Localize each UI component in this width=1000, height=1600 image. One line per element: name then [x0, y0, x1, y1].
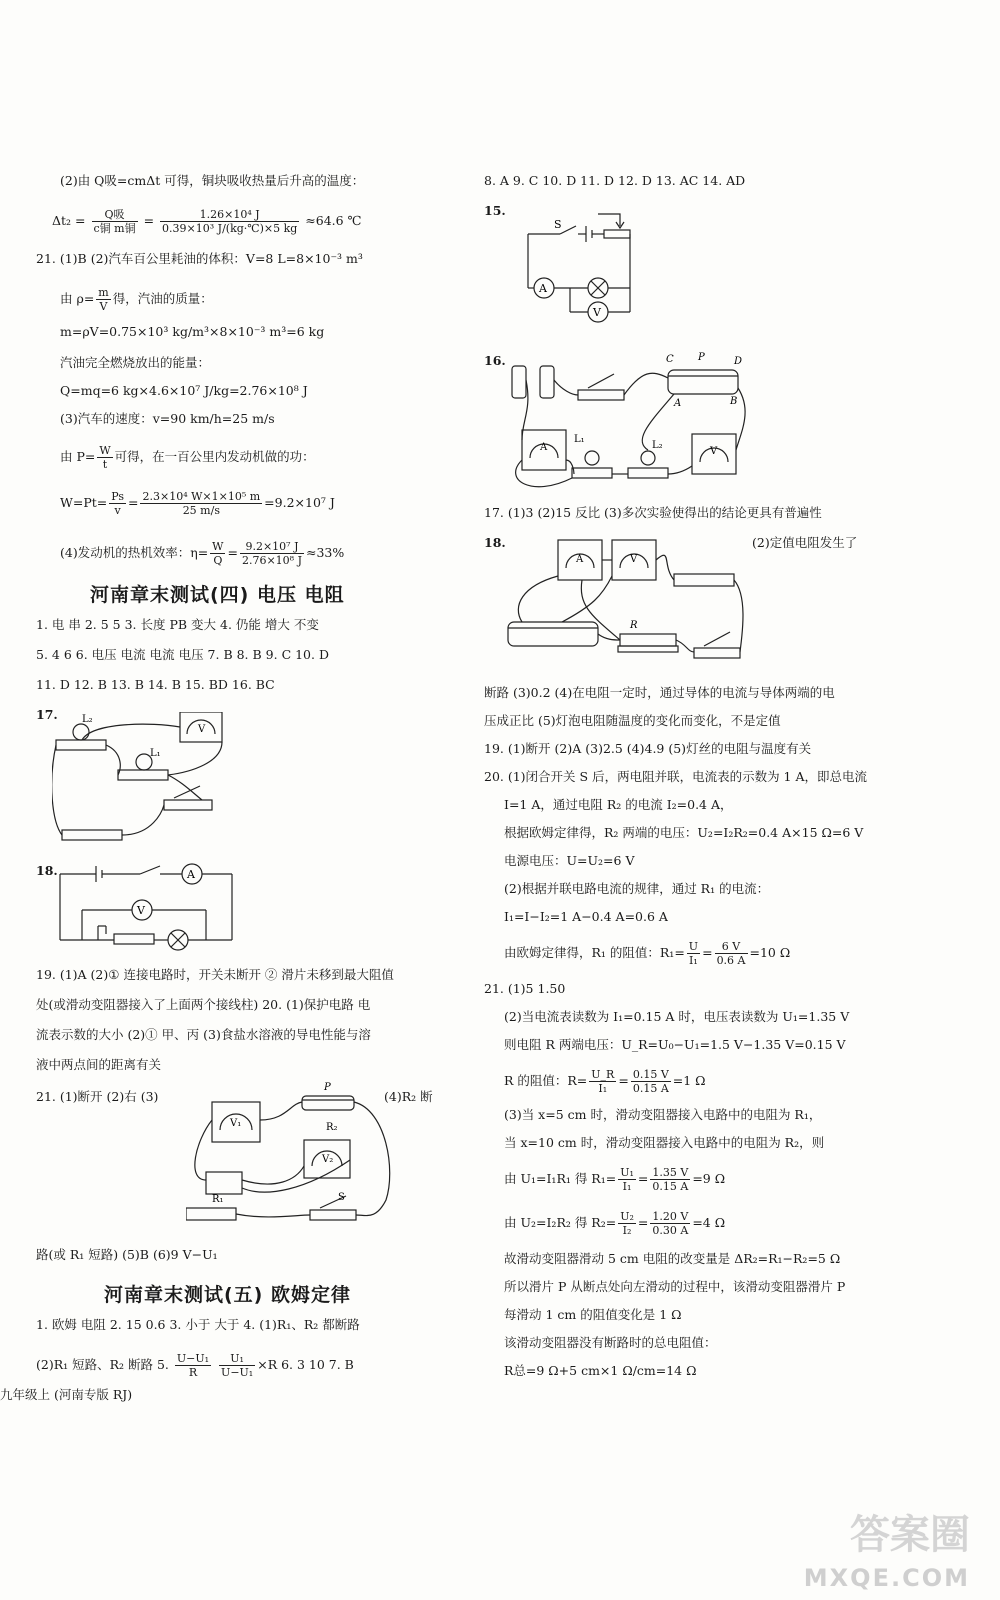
text-line: 压成正比 (5)灯泡电阻随温度的变化而变化，不是定值 [484, 713, 781, 728]
figure-15-circuit [524, 208, 644, 328]
formula-line: 由 U₂=I₂R₂ 得 R₂= $\frac{\text{U₂}}{\text{I₂}}$ = $\frac{1.20 V}{0.30 A}$ =4 Ω [504, 1210, 726, 1237]
meter-v-label: V [593, 306, 601, 319]
formula-line: Δt₂ = $\frac{\text{Q吸}}{\text{c铜 m铜}}$ = $\frac{\text{1.26×10⁴ J}}{\text{0.39×10³ J/(kg·℃)×5 kg}}$ ≈64.6 ℃ [52, 208, 362, 235]
label-r2: R₂ [326, 1122, 338, 1133]
text-line: 19. (1)断开 (2)A (3)2.5 (4)4.9 (5)灯丝的电阻与温度有关 [484, 741, 812, 756]
text-line: 液中两点间的距离有关 [36, 1057, 162, 1072]
text-line: (4)R₂ 断 [384, 1089, 433, 1104]
text-line: 当 x=10 cm 时，滑动变阻器接入电路中的电阻为 R₂，则 [504, 1135, 825, 1150]
text-line: 1. 电 串 2. 5 5 3. 长度 PB 变大 4. 仍能 增大 不变 [36, 617, 319, 632]
label-c: C [666, 354, 674, 365]
text-line: 所以滑片 P 从断点处向左滑动的过程中，该滑动变阻器滑片 P [504, 1279, 846, 1294]
question-number: 17. [36, 707, 58, 722]
watermark-url: MXQE.COM [803, 1564, 970, 1592]
text-line: (3)当 x=5 cm 时，滑动变阻器接入电路中的电阻为 R₁， [504, 1107, 822, 1122]
label-l1: L₁ [574, 434, 585, 445]
text-line: R总=9 Ω+5 cm×1 Ω/cm=14 Ω [504, 1363, 697, 1378]
meter-v-label: V [710, 446, 718, 457]
formula-line: (4)发动机的热机效率：η= $\frac{W}{Q}$ = $\frac{\text{9.2×10⁷ J}}{\text{2.76×10⁸ J}}$ ≈33% [60, 540, 345, 567]
label-l2: L₂ [82, 714, 93, 725]
text-line: m=ρV=0.75×10³ kg/m³×8×10⁻³ m³=6 kg [60, 324, 325, 339]
text-line: 则电阻 R 两端电压：U_R=U₀−U₁=1.5 V−1.35 V=0.15 V [504, 1037, 846, 1052]
question-number: 16. [484, 353, 506, 368]
text-line: 21. (1)5 1.50 [484, 981, 566, 996]
formula-line: (2)R₁ 短路、R₂ 断路 5. $\frac{\text{U−U₁}}{R}$ $\frac{\text{U₁}}{\text{U−U₁}}$ ×R 6. 3 10 7. B [36, 1352, 354, 1379]
text-line: 断路 (3)0.2 (4)在电阻一定时，通过导体的电流与导体两端的电 [484, 685, 835, 700]
page-footer: 九年级上 (河南专版 RJ) [0, 1387, 133, 1402]
fraction: $\frac{\text{1.26×10⁴ J}}{\text{0.39×10³ J/(kg·℃)×5 kg}}$ [162, 208, 298, 235]
text-line: (2)由 Q吸=cmΔt 可得，铜块吸收热量后升高的温度： [60, 173, 365, 188]
text-line: (3)汽车的速度：v=90 km/h=25 m/s [60, 411, 275, 426]
text-line: 5. 4 6 6. 电压 电流 电流 电压 7. B 8. B 9. C 10. D [36, 647, 329, 662]
section-title: 河南章末测试(五) 欧姆定律 [104, 1284, 351, 1306]
label-p: P [324, 1082, 331, 1093]
formula-line: 由 ρ= $\frac{m}{V}$ 得，汽油的质量： [60, 286, 213, 313]
formula-line: 由欧姆定律得，R₁ 的阻值：R₁= $\frac{U}{\text{I₁}}$ = $\frac{6 V}{0.6 A}$ =10 Ω [504, 940, 791, 967]
text-line: I₁=I−I₂=1 A−0.4 A=0.6 A [504, 909, 668, 924]
fraction: $\frac{\text{Q吸}}{\text{c铜 m铜}}$ [93, 208, 136, 235]
text-line: (2)根据并联电路电流的规律，通过 R₁ 的电流： [504, 881, 770, 896]
text-line: 1. 欧姆 电阻 2. 15 0.6 3. 小于 大于 4. (1)R₁、R₂ 都断路 [36, 1317, 360, 1332]
text-line: 该滑动变阻器没有断路时的总电阻值： [504, 1335, 717, 1350]
question-number: 18. [484, 535, 506, 550]
meter-v-label: V [137, 904, 145, 917]
label-a: A [674, 398, 682, 409]
text-line: 17. (1)3 (2)15 反比 (3)多次实验使得出的结论更具有普遍性 [484, 505, 822, 520]
figure-21-circuit [186, 1080, 416, 1240]
text-line: (2)定值电阻发生了 [752, 535, 858, 550]
formula-line: W=Pt= $\frac{Ps}{v}$ = $\frac{\text{2.3×10⁴ W×1×10⁵ m}}{25 m/s}$ =9.2×10⁷ J [60, 490, 335, 517]
label-r1: R₁ [212, 1194, 224, 1205]
text-line: I=1 A，通过电阻 R₂ 的电流 I₂=0.4 A， [504, 797, 733, 812]
meter-v1-label: V₁ [230, 1118, 242, 1129]
formula-line: R 的阻值：R= $\frac{U\_R}{\text{I₁}}$ = $\frac{0.15 V}{0.15 A}$ =1 Ω [504, 1068, 706, 1095]
meter-v-label: V [198, 724, 206, 735]
text-line: 8. A 9. C 10. D 11. D 12. D 13. AC 14. AD [484, 173, 746, 188]
label-d: D [734, 356, 743, 367]
label-s: S [338, 1192, 345, 1203]
meter-a-label: A [187, 868, 195, 881]
text-line: (2)当电流表读数为 I₁=0.15 A 时，电压表读数为 U₁=1.35 V [504, 1009, 850, 1024]
label-l2: L₂ [652, 440, 663, 451]
figure-16-circuit [502, 350, 762, 500]
text-line: 19. (1)A (2)① 连接电路时，开关未断开 ② 滑片未移到最大阻值 [36, 967, 394, 982]
watermark-logo: 答案圈 [850, 1512, 970, 1558]
meter-v-label: V [630, 554, 638, 565]
text-line: 汽油完全燃烧放出的能量： [60, 355, 211, 370]
meter-a-label: A [576, 554, 584, 565]
text-line: 路(或 R₁ 短路) (5)B (6)9 V−U₁ [36, 1247, 218, 1262]
meter-v2-label: V₂ [322, 1154, 334, 1165]
label-b: B [730, 396, 738, 407]
text-line: 21. (1)断开 (2)右 (3) [36, 1089, 159, 1104]
question-number: 18. [36, 863, 58, 878]
text-line: 处(或滑动变阻器接入了上面两个接线柱) 20. (1)保护电路 电 [36, 997, 371, 1012]
figure-18-circuit [56, 860, 246, 960]
text-line: 电源电压：U=U₂=6 V [504, 853, 635, 868]
meter-a-label: A [540, 442, 548, 453]
text-line: 根据欧姆定律得，R₂ 两端的电压：U₂=I₂R₂=0.4 A×15 Ω=6 V [504, 825, 864, 840]
label-r: R [630, 620, 638, 631]
figure-18-experiment-circuit [502, 536, 752, 672]
text-line: Q=mq=6 kg×4.6×10⁷ J/kg=2.76×10⁸ J [60, 383, 308, 398]
text-line: 20. (1)闭合开关 S 后，两电阻并联，电流表的示数为 1 A，即总电流 [484, 769, 867, 784]
figure-17-circuit [52, 712, 232, 842]
meter-a-label: A [539, 282, 547, 295]
section-title: 河南章末测试(四) 电压 电阻 [90, 584, 345, 606]
formula-line: 由 U₁=I₁R₁ 得 R₁= $\frac{\text{U₁}}{\text{I₁}}$ = $\frac{1.35 V}{0.15 A}$ =9 Ω [504, 1166, 726, 1193]
label-s: S [554, 218, 562, 231]
text-line: 21. (1)B (2)汽车百公里耗油的体积：V=8 L=8×10⁻³ m³ [36, 251, 363, 266]
label-l1: L₁ [150, 748, 161, 759]
formula-line: 由 P= $\frac{W}{t}$ 可得，在一百公里内发动机做的功： [60, 444, 315, 471]
text-line: 故滑动变阻器滑动 5 cm 电阻的改变量是 ΔR₂=R₁−R₂=5 Ω [504, 1251, 841, 1266]
text-line: 11. D 12. B 13. B 14. B 15. BD 16. BC [36, 677, 275, 692]
label-p: P [698, 352, 705, 363]
text-line: 流表示数的大小 (2)① 甲、丙 (3)食盐水溶液的导电性能与溶 [36, 1027, 371, 1042]
text-line: 每滑动 1 cm 的阻值变化是 1 Ω [504, 1307, 682, 1322]
question-number: 15. [484, 203, 506, 218]
